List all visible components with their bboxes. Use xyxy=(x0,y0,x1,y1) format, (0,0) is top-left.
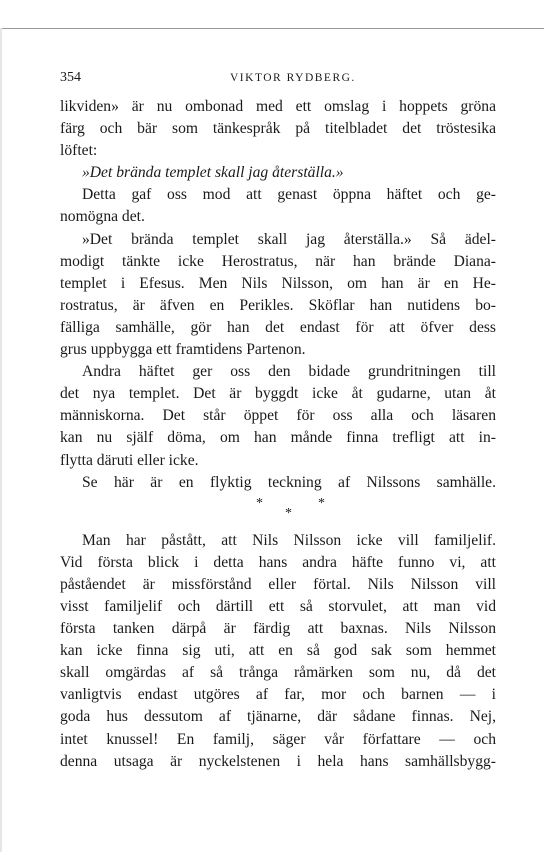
text-block-2 xyxy=(60,530,496,773)
text-line: nomögna det. xyxy=(60,208,145,226)
scan-left-edge xyxy=(0,28,2,852)
text-line: Andra häftet ger oss den bidade grundritningen till xyxy=(82,363,496,381)
text-line: kan icke finna sig uti, att en så god sak som hemmet xyxy=(60,642,496,660)
text-line: flytta däruti eller icke. xyxy=(60,451,199,469)
text-line: likviden» är nu ombonad med ett omslag i hoppets gröna xyxy=(60,98,496,115)
text-line: kan nu själf döma, om han månde finna trefligt att in- xyxy=(60,429,496,447)
text-line: löftet: xyxy=(60,142,98,160)
text-line: det nya templet. Det är byggdt icke åt gudarne, utan åt xyxy=(60,385,496,403)
text-line: Se här är en flyktig teckning af Nilssons samhälle. xyxy=(82,473,496,491)
text-line: fälliga samhälle, gör han det endast för att öfver dess xyxy=(60,318,496,336)
text-line: modigt tänkte icke Herostratus, när han brände Diana- xyxy=(60,252,496,270)
text-line: Detta gaf oss mod att genast öppna häftet och ge- xyxy=(82,186,496,204)
page-number: 354 xyxy=(60,70,81,85)
asterisk: * xyxy=(318,495,325,511)
section-break-asterism xyxy=(60,494,496,530)
running-title: VIKTOR RYDBERG. xyxy=(230,72,356,84)
scan-top-margin xyxy=(0,0,544,29)
text-line: påståendet är missförstånd eller förtal. Nils Nilsson vill xyxy=(60,575,496,593)
text-line: grus uppbygga ett framtidens Partenon. xyxy=(60,341,306,359)
text-line: Man har påstått, att Nils Nilsson icke vill familjelif. xyxy=(82,531,496,549)
quoted-motto: »Det brända templet skall jag återställa.» xyxy=(82,164,344,182)
text-line: rostratus, är äfven en Perikles. Sköflar han nutidens bo- xyxy=(60,296,496,314)
text-line: denna utsaga är nyckelstenen i hela hans samhällsbygg- xyxy=(60,752,496,770)
running-head xyxy=(60,70,496,96)
asterisk: * xyxy=(285,505,292,521)
text-line: första tanken därpå är färdig att baxnas. Nils Nilsson xyxy=(60,620,496,638)
text-block-1 xyxy=(60,96,496,494)
text-line: vanligtvis endast utgöres af far, mor och barnen — i xyxy=(60,686,496,704)
text-line: templet i Efesus. Men Nils Nilsson, om han är en He- xyxy=(60,274,496,292)
text-line: visst familjelif och därtill ett så storvulet, att man vid xyxy=(60,597,496,615)
text-line: Vid första blick i detta hans andra häfte funno vi, att xyxy=(60,553,496,571)
text-line: färg och bär som tänkespråk på titelbladet det tröstesika xyxy=(60,120,496,138)
text-line: »Det brända templet skall jag återställa.» Så ädel- xyxy=(82,230,496,248)
text-line: skall omgärdas af så trånga råmärken som nu, då det xyxy=(60,664,496,682)
asterisk: * xyxy=(256,495,263,511)
book-page xyxy=(60,70,496,773)
text-line: människorna. Det står öppet för oss alla och läsaren xyxy=(60,407,496,425)
text-line: goda hus dessutom af tjänarne, där sådane finnas. Nej, xyxy=(60,708,496,726)
text-line: intet knussel! En familj, säger vår författare — och xyxy=(60,730,496,748)
